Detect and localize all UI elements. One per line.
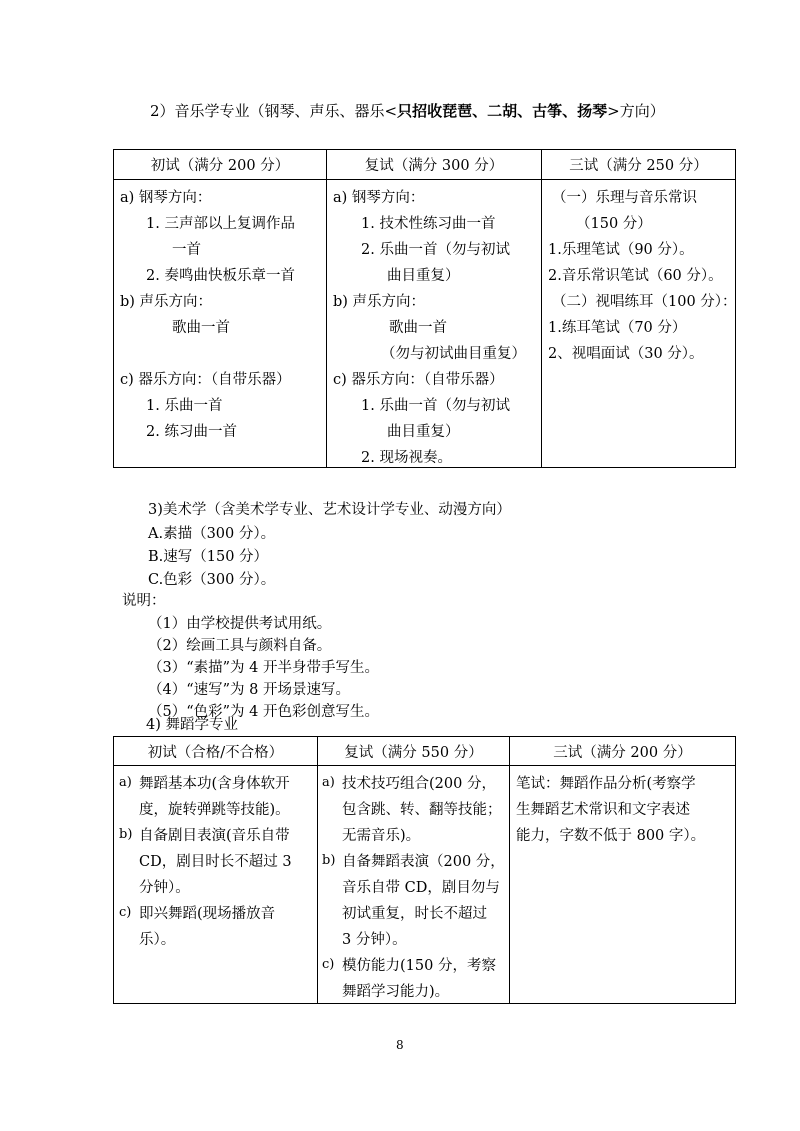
dance-c1-line: 舞蹈基本功(含身体软开 xyxy=(139,776,290,792)
dance-c1-marker: c) xyxy=(119,905,132,920)
dance-header-3: 三试（满分 200 分） xyxy=(510,737,736,766)
dance-c2-line: 自备舞蹈表演（200 分， xyxy=(342,854,505,870)
music-cell-third xyxy=(542,180,736,468)
dance-c2-line: 无需音乐)。 xyxy=(342,828,421,844)
art-item: B.速写（150 分） xyxy=(148,549,269,565)
dance-c2-line: 模仿能力(150 分，考察 xyxy=(342,958,496,974)
music-c2-line: c) 器乐方向：（自带乐器） xyxy=(333,372,504,388)
music-c3-line: 1.练耳笔试（70 分） xyxy=(548,320,687,336)
dance-c2-line: 3 分钟）。 xyxy=(342,932,407,948)
art-note: （4）“速写”为 8 开场景速写。 xyxy=(148,682,350,698)
music-heading xyxy=(150,100,665,121)
music-c3-line: 1.乐理笔试（90 分）。 xyxy=(548,242,694,258)
dance-heading: 4) 舞蹈学专业 xyxy=(146,717,238,733)
music-c1-line: a) 钢琴方向： xyxy=(120,190,212,206)
music-c1-line: 1. 三声部以上复调作品 xyxy=(146,216,295,232)
art-item: A.素描（300 分）。 xyxy=(148,526,276,542)
dance-c1-line: CD，剧目时长不超过 3 xyxy=(139,854,292,870)
music-c2-line: 歌曲一首 xyxy=(389,320,447,336)
music-c3-line: （150 分） xyxy=(576,216,652,232)
music-c1-line: 2. 奏鸣曲快板乐章一首 xyxy=(146,268,295,284)
dance-cell-third xyxy=(510,766,736,1004)
music-c2-line: 1. 乐曲一首（勿与初试 xyxy=(361,398,510,414)
dance-c1-line: 度，旋转弹跳等技能)。 xyxy=(139,802,290,818)
music-c2-line: 曲目重复） xyxy=(387,268,460,284)
music-header-2: 复试（满分 300 分） xyxy=(327,150,542,180)
music-c1-line: 2. 练习曲一首 xyxy=(146,424,237,440)
music-cell-second xyxy=(327,180,542,468)
dance-c1-line: 自备剧目表演(音乐自带 xyxy=(139,828,290,844)
dance-table xyxy=(113,736,736,1004)
art-item: C.色彩（300 分）。 xyxy=(148,572,276,588)
music-c1-line: 歌曲一首 xyxy=(172,320,230,336)
art-note: （5）“色彩”为 4 开色彩创意写生。 xyxy=(148,704,379,720)
music-c1-line: b) 声乐方向： xyxy=(120,294,213,310)
dance-c2-line: 舞蹈学习能力)。 xyxy=(342,984,450,1000)
music-c3-line: （二）视唱练耳（100 分）： xyxy=(552,294,737,310)
dance-c2-marker: b) xyxy=(322,853,336,868)
dance-c1-line: 分钟）。 xyxy=(139,880,190,896)
music-c2-line: b) 声乐方向： xyxy=(333,294,426,310)
music-c1-line: 1. 乐曲一首 xyxy=(146,398,223,414)
dance-c1-marker: b) xyxy=(119,827,133,842)
dance-c3-line: 笔试：舞蹈作品分析(考察学 xyxy=(516,776,696,792)
dance-c1-line: 乐）。 xyxy=(139,932,176,948)
dance-c3-line: 生舞蹈艺术常识和文字表述 xyxy=(516,802,690,818)
music-heading-post: >方向） xyxy=(607,102,665,120)
dance-c2-marker: a) xyxy=(322,775,335,790)
music-c3-line: 2、视唱面试（30 分）。 xyxy=(548,346,704,362)
art-note: （1）由学校提供考试用纸。 xyxy=(148,616,332,632)
art-heading: 3)美术学（含美术学专业、艺术设计学专业、动漫方向） xyxy=(148,502,511,518)
music-cell-first xyxy=(114,180,327,468)
dance-c2-line: 包含跳、转、翻等技能； xyxy=(342,802,502,818)
dance-c1-marker: a) xyxy=(119,775,132,790)
music-table xyxy=(113,149,736,468)
page-number: 8 xyxy=(396,1038,404,1052)
music-c3-line: （一）乐理与音乐常识 xyxy=(552,190,697,206)
dance-c2-line: 音乐自带 CD，剧目勿与 xyxy=(342,880,500,896)
music-c2-line: 2. 乐曲一首（勿与初试 xyxy=(361,242,510,258)
art-note: （3）“素描”为 4 开半身带手写生。 xyxy=(148,660,379,676)
art-note-label: 说明： xyxy=(122,593,166,609)
dance-header-2: 复试（满分 550 分） xyxy=(318,737,510,766)
music-c2-line: （勿与初试曲目重复） xyxy=(381,346,526,362)
dance-c1-line: 即兴舞蹈(现场播放音 xyxy=(139,906,276,922)
music-c3-line: 2.音乐常识笔试（60 分）。 xyxy=(548,268,723,284)
music-c2-line: 1. 技术性练习曲一首 xyxy=(361,216,496,232)
music-c2-line: 2. 现场视奏。 xyxy=(361,450,452,466)
music-header-3: 三试（满分 250 分） xyxy=(542,150,736,180)
dance-c2-line: 技术技巧组合(200 分， xyxy=(342,776,496,792)
dance-c2-line: 初试重复，时长不超过 xyxy=(342,906,487,922)
music-heading-pre: 2）音乐学专业（钢琴、声乐、器乐< xyxy=(150,102,398,120)
dance-c2-marker: c) xyxy=(322,957,335,972)
dance-header-1: 初试（合格/不合格） xyxy=(114,737,318,766)
dance-c3-line: 能力，字数不低于 800 字）。 xyxy=(516,828,706,844)
dance-cell-second xyxy=(318,766,510,1004)
music-c2-line: 曲目重复） xyxy=(387,424,460,440)
music-c1-line: 一首 xyxy=(172,242,201,258)
music-heading-bold: 只招收琵琶、二胡、古筝、扬琴 xyxy=(397,102,608,120)
art-note: （2）绘画工具与颜料自备。 xyxy=(148,638,332,654)
music-header-1: 初试（满分 200 分） xyxy=(114,150,327,180)
music-c1-line: c) 器乐方向：（自带乐器） xyxy=(120,372,291,388)
music-c2-line: a) 钢琴方向： xyxy=(333,190,425,206)
dance-cell-first xyxy=(114,766,318,1004)
